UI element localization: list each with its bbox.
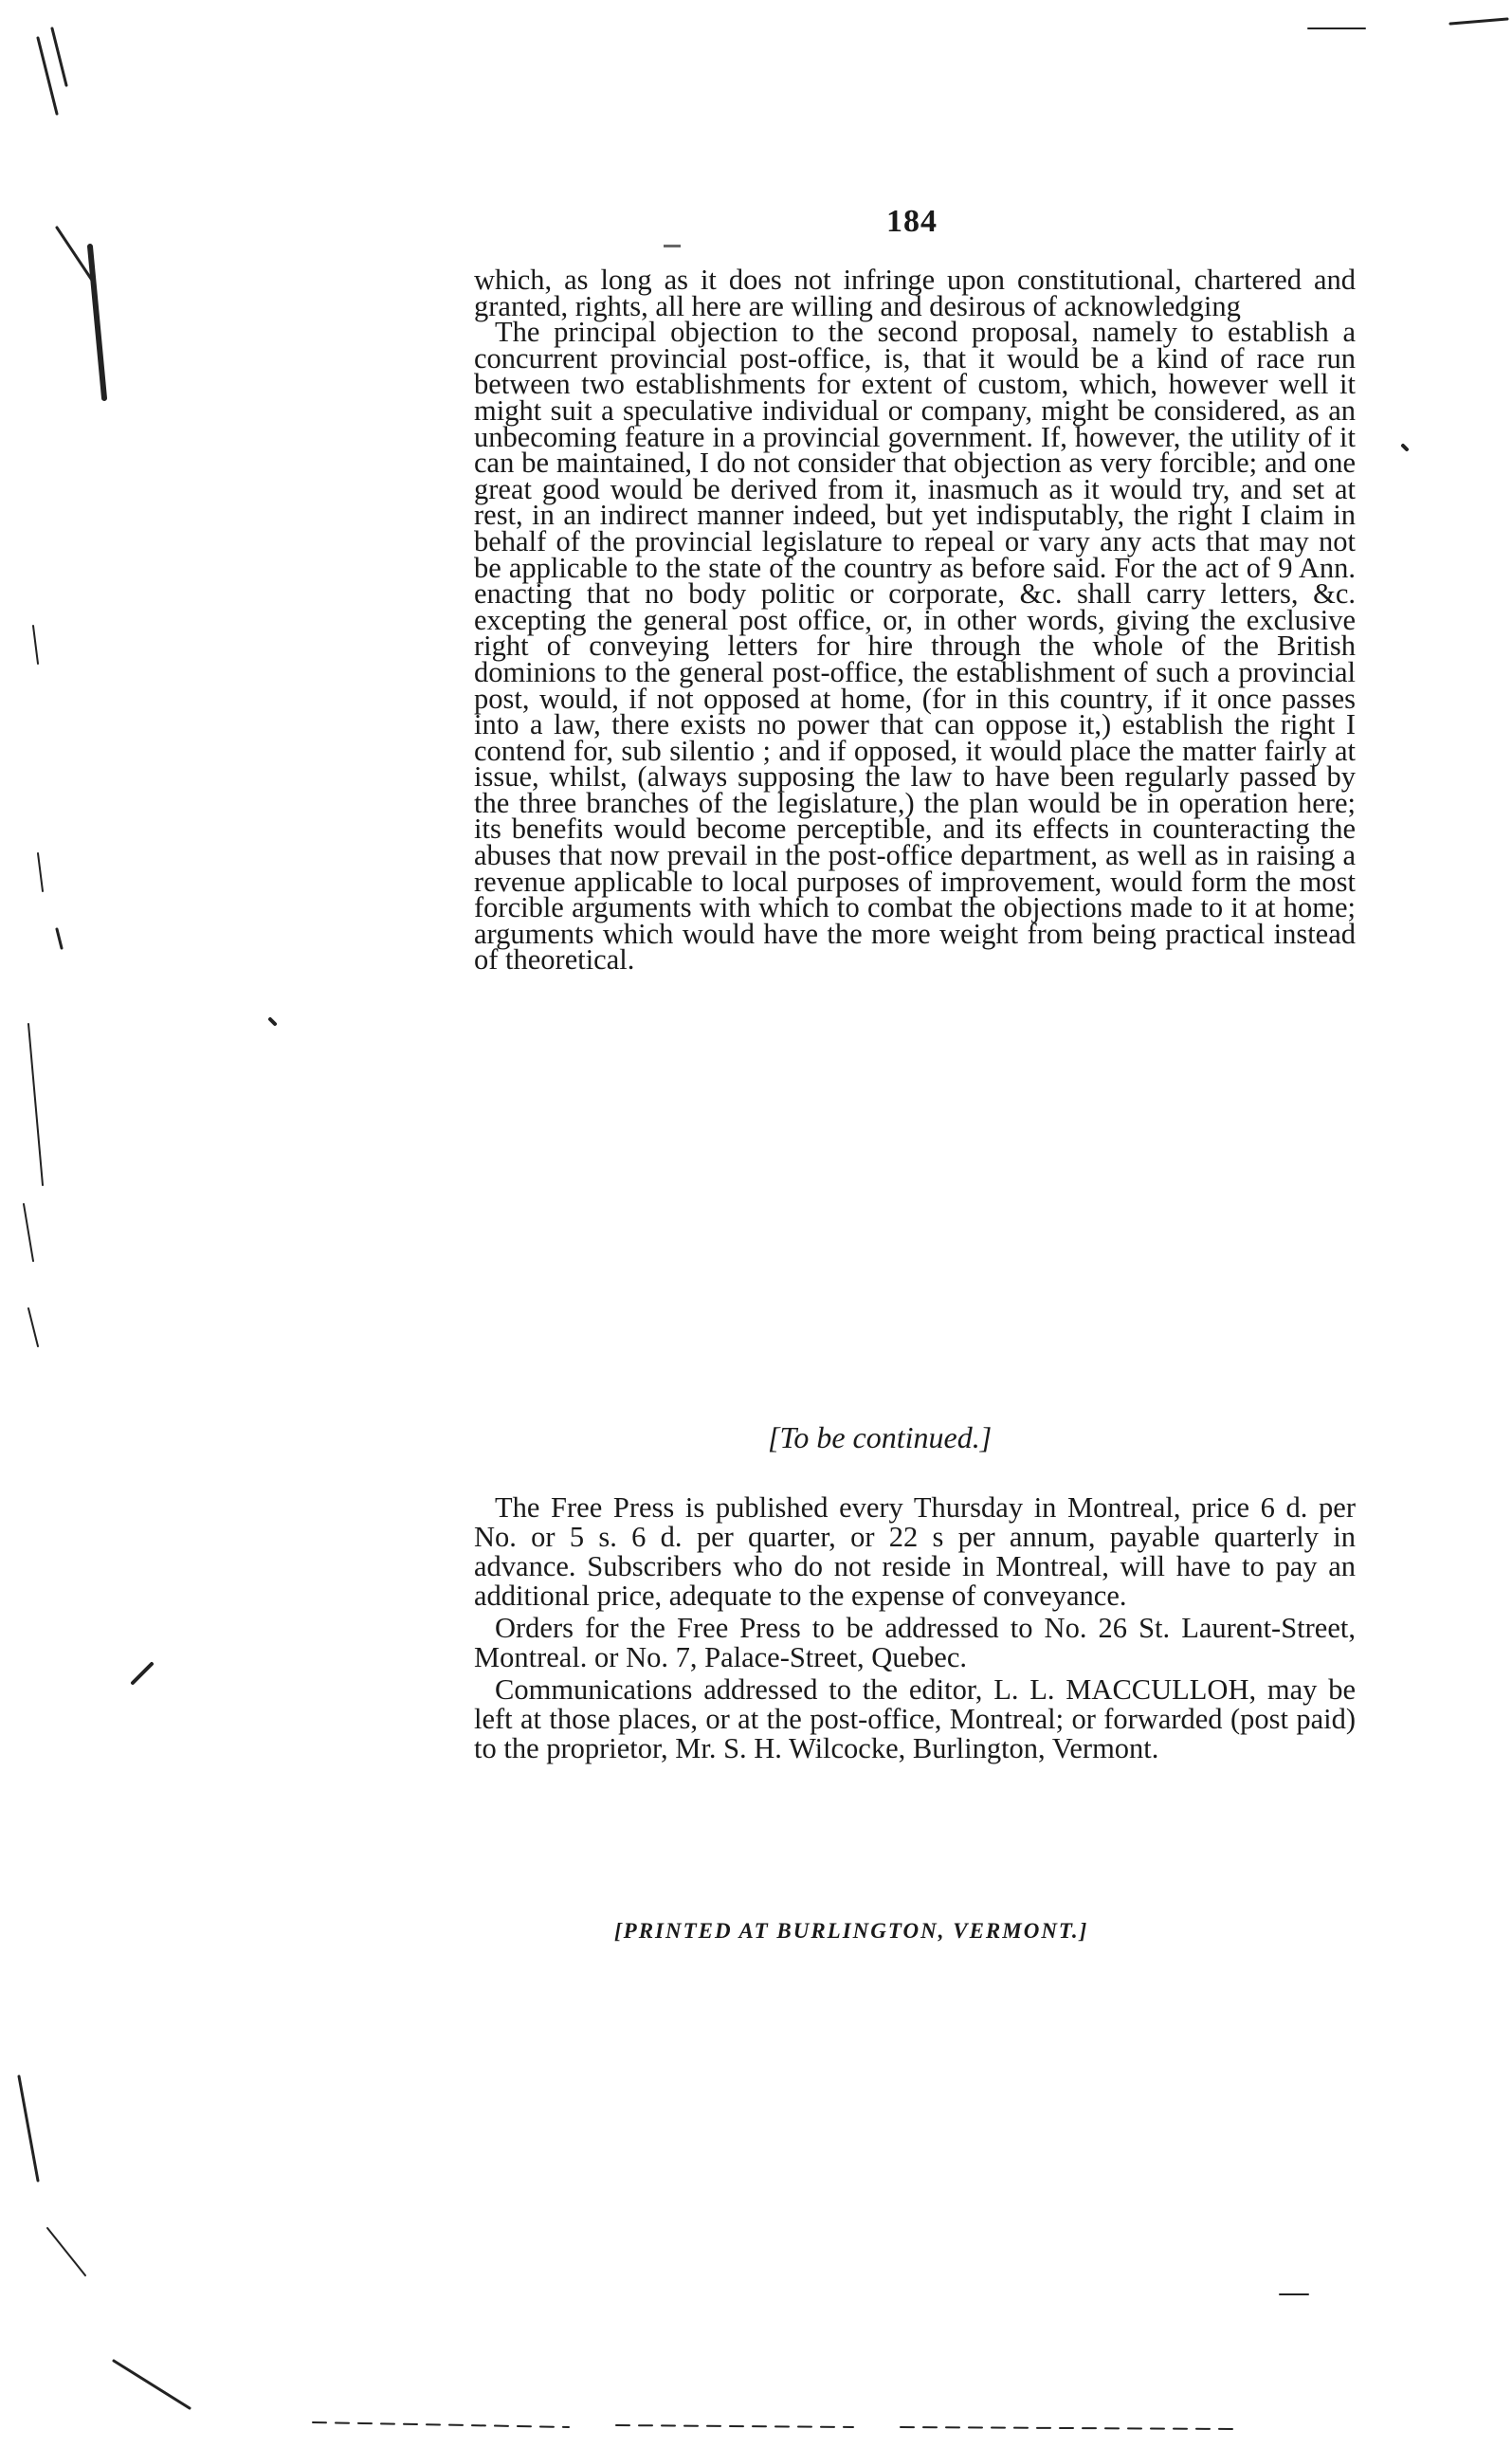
notice-paragraph: The Free Press is published every Thursday in Montreal, price 6 d. per No. or 5 s. 6 d. per quarter, or 22 s per annum, payable quarterly in advance. Subscribers who do not reside in Montreal, will have to pay an additional price, adequate to the expense of conveyance. <box>474 1491 1356 1612</box>
publication-notice <box>474 1493 1356 1766</box>
article-paragraph: The principal objection to the second proposal, namely to establish a concurrent provincial post-office, is, that it would be a kind of race run between two establishments for extent of custom, which, however well it might suit a speculative individual or company, might be considered, as an unbecoming feature in a provincial government. If, however, the utility of it can be maintained, I do not consider that objection as very forcible; and one great good would be derived from it, inasmuch as it would try, and set at rest, in an indirect manner indeed, but yet indisputably, the right I claim in behalf of the provincial legislature to repeal or vary any acts that may not be applicable to the state of the country as before said. For the act of 9 Ann. enacting that no body politic or corporate, &c. shall carry letters, &c. excepting the general post office, or, in other words, giving the exclusive right of conveying letters for hire through the whole of the British dominions to the general post-office, the establishment of such a provincial post, would, if not opposed at home, (for in this country, if it once passes into a law, there exists no power that can oppose it,) establish the right I contend for, sub silentio ; and if opposed, it would place the matter fairly at issue, whilst, (always supposing the law to have been regularly passed by the three branches of the legislature,) the plan would be in operation here; its benefits would become perceptible, and its effects in counteracting the abuses that now prevail in the post-office department, as well as in raising a revenue applicable to local purposes of improvement, would form the most forcible arguments with which to combat the objections made to it at home; arguments which would have the more weight from being practical instead of theoretical. <box>474 316 1356 977</box>
page-number-rule <box>664 245 681 247</box>
article-body <box>474 264 1356 977</box>
notice-paragraph: Communications addressed to the editor, L. L. MACCULLOH, may be left at those places, or at the post-office, Montreal; or forwarded (post paid) to the proprietor, Mr. S. H. Wilcocke, Burlington, Vermont. <box>474 1673 1356 1764</box>
article-paragraph: which, as long as it does not infringe upon constitutional, chartered and granted, rights, all here are willing and desirous of acknowledging <box>474 264 1356 322</box>
page-number: 184 <box>886 204 938 239</box>
notice-paragraph: Orders for the Free Press to be addressed to No. 26 St. Laurent-Street, Montreal. or No. 7, Palace-Street, Quebec. <box>474 1612 1356 1673</box>
printer-imprint: [PRINTED AT BURLINGTON, VERMONT.] <box>614 1919 1089 1943</box>
to-be-continued-note: [To be continued.] <box>768 1420 993 1454</box>
